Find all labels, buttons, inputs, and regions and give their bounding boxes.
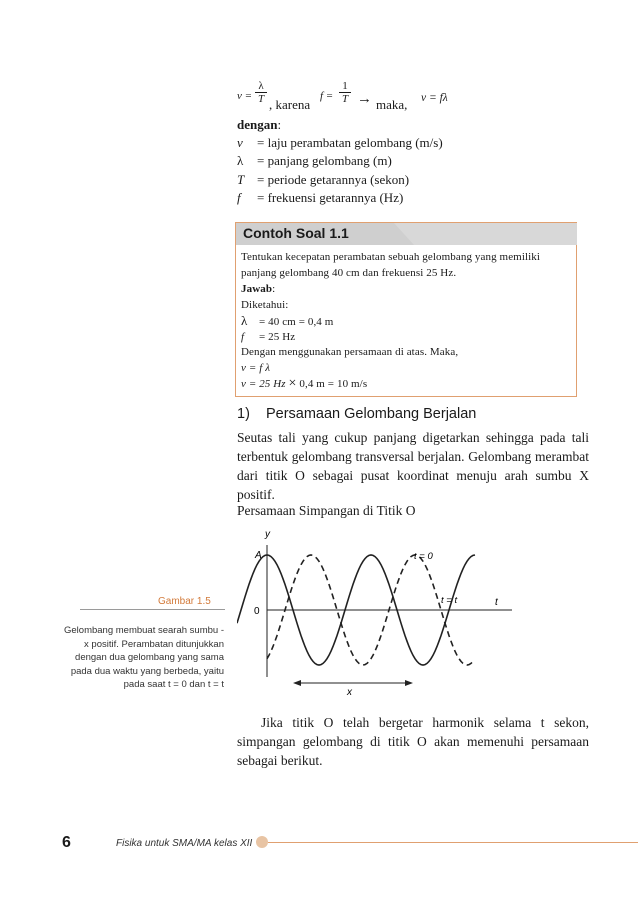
paragraph-intro: Seutas tali yang cukup panjang digetarkan sehingga pada tali terbentuk gelombang transversal berjalan. Gelombang merambat dari titik O sebagai pusat koordinat menuju arah sumbu X positif. — [237, 430, 589, 502]
example-question-line: Tentukan kecepatan perambatan sebuah gelombang yang memiliki — [241, 251, 541, 263]
footer-book-title: Fisika untuk SMA/MA kelas XII — [116, 838, 253, 849]
times-icon: × — [288, 376, 297, 391]
example-answer-label: Jawab: — [241, 283, 276, 295]
wave-t0-label: t = 0 — [414, 551, 433, 562]
t-axis-label: t — [495, 597, 498, 608]
definition-row: v = laju perambatan gelombang (m/s) — [237, 135, 443, 150]
definition-row: f = frekuensi getarannya (Hz) — [237, 190, 404, 205]
arrow-right-icon — [405, 680, 413, 686]
section-heading — [237, 406, 476, 422]
formula-because: , karena — [269, 97, 311, 112]
formula-v-lhs: v = — [237, 90, 253, 102]
formula-fraction-lambda-over-t: $\frac{\lambda}{T}$ — [255, 80, 267, 105]
example-method: Dengan menggunakan persamaan di atas. Maka, — [241, 346, 459, 358]
subheading: Persamaan Simpangan di Titik O — [237, 503, 416, 518]
y-axis-label: y — [265, 529, 270, 540]
footer-ornament — [256, 836, 268, 848]
example-equation-2: v = 25 Hz × 0,4 m = 10 m/s — [241, 376, 368, 391]
origin-label: 0 — [254, 606, 260, 617]
section-title: Persamaan Gelombang Berjalan — [265, 406, 477, 422]
section-number: 1) — [237, 406, 250, 422]
header-tab-slant — [384, 223, 414, 245]
figure-caption-title: Gambar 1.5 — [158, 596, 211, 607]
formula-result: v = fλ — [421, 92, 448, 104]
example-equation-1: v = f λ — [241, 362, 271, 374]
example-known-lambda: λ = 40 cm = 0,4 m — [241, 313, 334, 328]
definitions-heading: dengan: — [237, 117, 282, 132]
wave-tt-label: t = t — [441, 595, 458, 606]
example-box — [235, 222, 577, 397]
example-title: Contoh Soal 1.1 — [243, 225, 349, 241]
example-question-line: panjang gelombang 40 cm dan frekuensi 25 Hz. — [241, 267, 457, 279]
caption-divider — [80, 609, 225, 610]
definition-row: λ = panjang gelombang (m) — [237, 153, 392, 168]
wave-figure — [237, 525, 527, 700]
example-header — [236, 223, 577, 245]
arrow-left-icon — [293, 680, 301, 686]
formula-fraction-one-over-t: $\frac{1}{T}$ — [339, 80, 351, 105]
amplitude-label: A — [255, 550, 262, 561]
definition-row: T = periode getarannya (sekon) — [237, 172, 410, 187]
formula-so: maka, — [376, 97, 408, 112]
example-known-label: Diketahui: — [241, 299, 289, 311]
x-label: x — [347, 687, 352, 698]
figure-caption-text: Gelombang membuat searah sumbu -x positif. Perambatan ditunjukkan dengan dua gelombang yang sama pada dua waktu yang berbeda, yaitu pada saat t = 0 dan t = t — [64, 625, 224, 690]
formula-f-lhs: f = — [320, 90, 334, 102]
footer-divider — [268, 842, 638, 843]
page-number: 6 — [62, 834, 71, 851]
paragraph-conclusion: Jika titik O telah bergetar harmonik selama t sekon, simpangan gelombang di titik O akan memenuhi persamaan sebagai berikut. — [237, 715, 589, 768]
example-known-f: f = 25 Hz — [241, 331, 296, 343]
arrow-icon: → — [357, 91, 372, 107]
